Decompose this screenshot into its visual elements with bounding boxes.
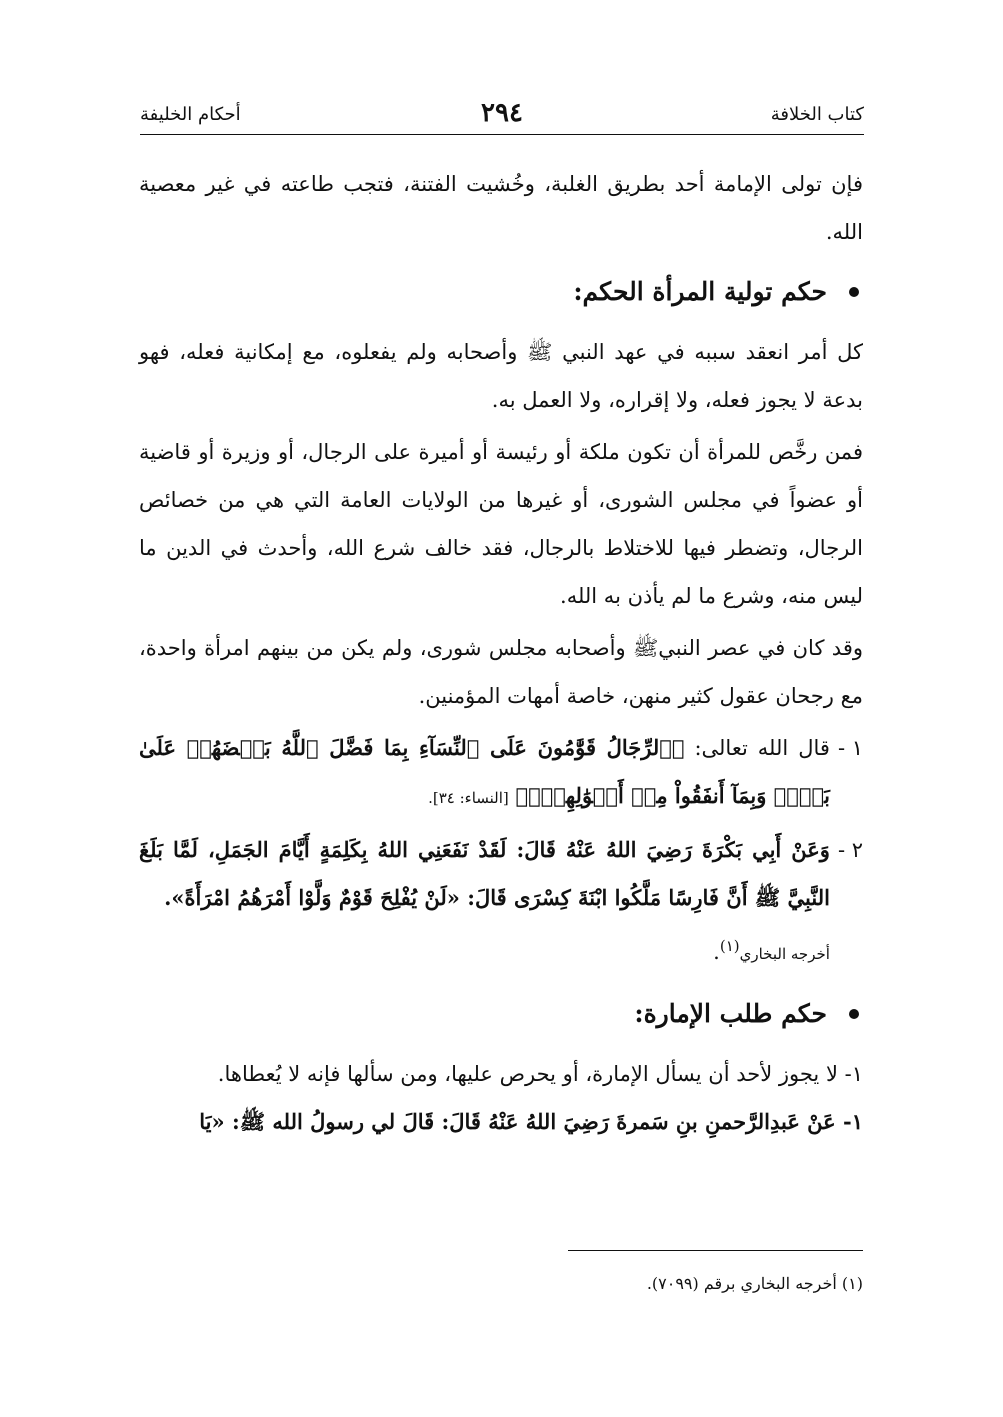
paragraph-3: فمن رخَّص للمرأة أن تكون ملكة أو رئيسة أو أميرة على الرجال، أو وزيرة أو قاضية أو عضواً في مجلس الشورى، أو غيرها من الولايات العامة التي هي من خصائص الرجال، وتضطر فيها للاختلاط بالرجال، فقد خالف شرع الله، وأحدث في الدين ما ليس منه، وشرع ما لم يأذن به الله. [139,440,863,608]
paragraph-5: ١- لا يجوز لأحد أن يسأل الإمارة، أو يحرص عليها، ومن سألها فإنه لا يُعطاها. [217,1062,863,1086]
list-item-1 [139,724,863,822]
bullet-icon [849,1009,859,1019]
header-rule [140,134,864,135]
section-heading-1 [139,268,863,316]
section-heading-2-text: حكم طلب الإمارة: [634,999,827,1028]
section-heading-2 [139,990,863,1038]
list-item-2 [139,826,863,978]
main-text [139,160,863,1146]
running-head [140,98,864,132]
hadith-text: وَعَنْ أَبِي بَكْرَةَ رَضِيَ اللهُ عَنْهُ قَالَ: لَقَدْ نَفَعَنِي اللهُ بِكَلِمَةٍ أَيَّامَ الجَمَلِ، لَمَّا بَلَغَ النَّبِيَّ ﷺ أَنَّ فَارِسًا مَلَّكُوا ابْنَةَ كِسْرَى قَالَ: «لَنْ يُفْلِحَ قَوْمٌ وَلَّوْا أَمْرَهُمُ امْرَأَةً». [139,837,830,910]
verse-reference: [النساء: ٣٤]. [428,789,509,807]
quran-verse: ﴿ٱلرِّجَالُ قَوَّٰمُونَ عَلَى ٱلنِّسَآءِ بِمَا فَضَّلَ ٱللَّهُ بَعۡضَهُمۡ عَلَىٰ بَعۡضٖ وَبِمَآ أَنفَقُواْ مِنۡ أَمۡوَٰلِهِمۡۚ﴾ [139,735,830,808]
footnote: (١) أخرجه البخاري برقم (٧٠٩٩). [646,1274,863,1293]
page-number: ٢٩٤ [481,98,523,128]
hadith-end: . [713,940,720,964]
paragraph-4: وقد كان في عصر النبيﷺ وأصحابه مجلس شورى، ولم يكن من بينهم امرأة واحدة، مع رجحان عقول كثير منهن، خاصة أمهات المؤمنين. [139,636,863,708]
bullet-icon [849,287,859,297]
footnote-marker: (١) [719,937,740,955]
list-item-1-body [139,724,830,822]
paragraph-1: فإن تولى الإمامة أحد بطريق الغلبة، وخُشيت الفتنة، فتجب طاعته في غير معصية الله. [139,172,863,244]
section-heading-1-text: حكم تولية المرأة الحكم: [573,277,827,306]
verse-intro: قال الله تعالى: [694,736,830,760]
chapter-title: أحكام الخليفة [140,104,241,125]
hadith-source: أخرجه البخاري [739,945,830,963]
paragraph-6: ١- عَنْ عَبدِالرَّحمنِ بنِ سَمرةَ رَضِيَ اللهُ عَنْهُ قَالَ: قَالَ لي رسولُ الله ﷺ: «يَا [199,1109,863,1134]
paragraph-2: كل أمر انعقد سببه في عهد النبي ﷺ وأصحابه ولم يفعلوه، مع إمكانية فعله، فهو بدعة لا يجوز فعله، ولا إقراره، ولا العمل به. [139,340,863,412]
footnote-rule [568,1250,863,1251]
book-title: كتاب الخلافة [770,104,864,125]
list-item-1-number: ١ - [837,736,863,760]
list-item-2-number: ٢ - [837,838,863,862]
list-item-2-body [139,826,830,978]
